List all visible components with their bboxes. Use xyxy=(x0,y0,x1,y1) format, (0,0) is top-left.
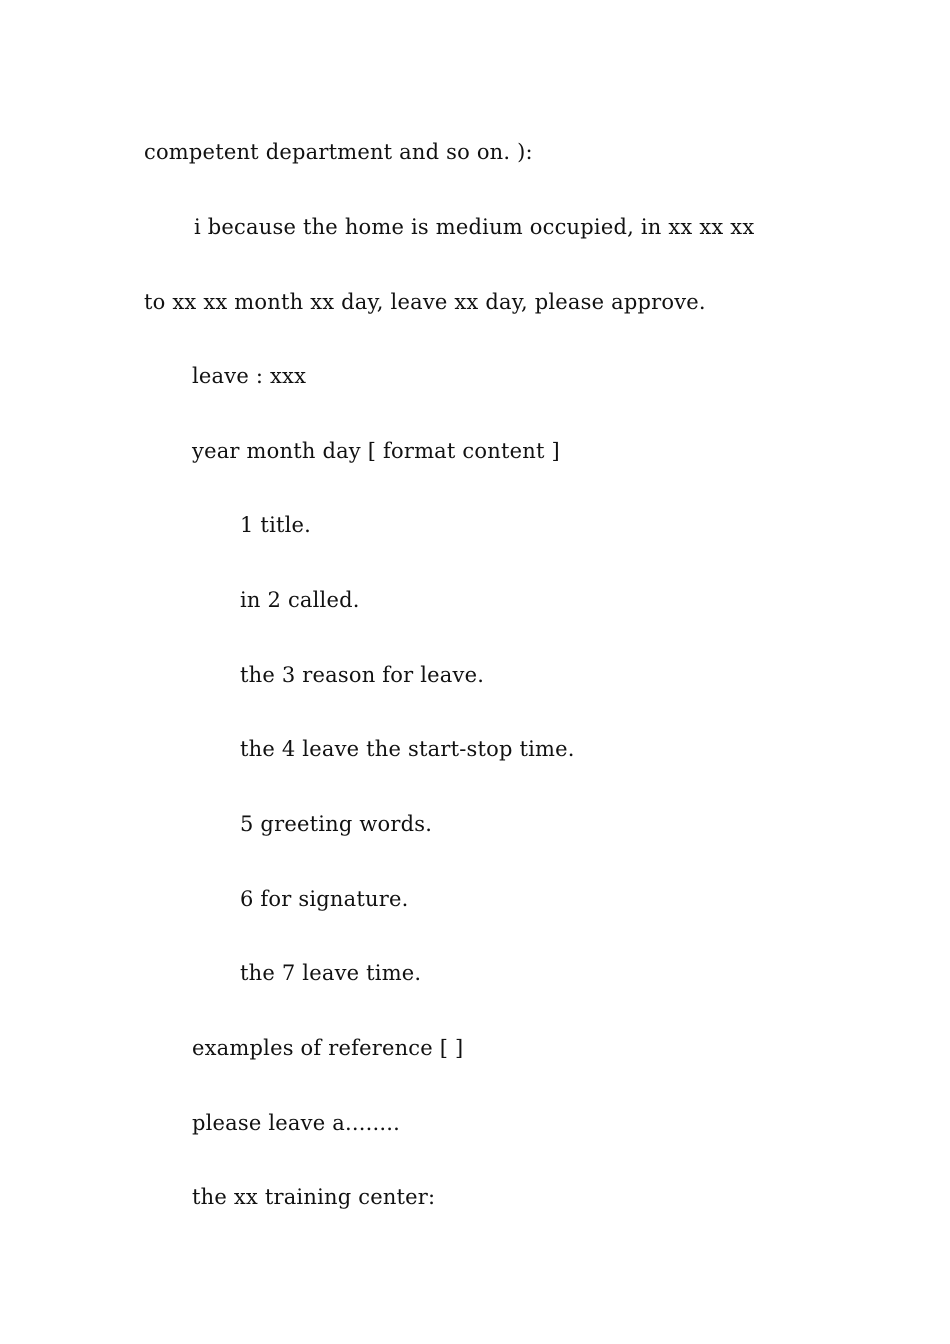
text-line: the 3 reason for leave. xyxy=(240,663,485,687)
text-line: competent department and so on. ): xyxy=(144,140,533,164)
text-line: year month day [ format content ] xyxy=(192,439,560,463)
text-line: the xx training center: xyxy=(192,1185,436,1209)
text-line: the 7 leave time. xyxy=(240,961,422,985)
text-line: the 4 leave the start-stop time. xyxy=(240,737,575,761)
text-line: leave : xxx xyxy=(192,364,307,388)
text-line: examples of reference [ ] xyxy=(192,1036,464,1060)
text-line: 6 for signature. xyxy=(240,887,409,911)
text-line: 1 title. xyxy=(240,513,312,537)
text-line: i because the home is medium occupied, in xx xx xx xyxy=(194,215,755,239)
text-line: please leave a........ xyxy=(192,1111,400,1135)
text-line: in 2 called. xyxy=(240,588,360,612)
text-line: to xx xx month xx day, leave xx day, please approve. xyxy=(144,290,706,314)
text-line: 5 greeting words. xyxy=(240,812,433,836)
